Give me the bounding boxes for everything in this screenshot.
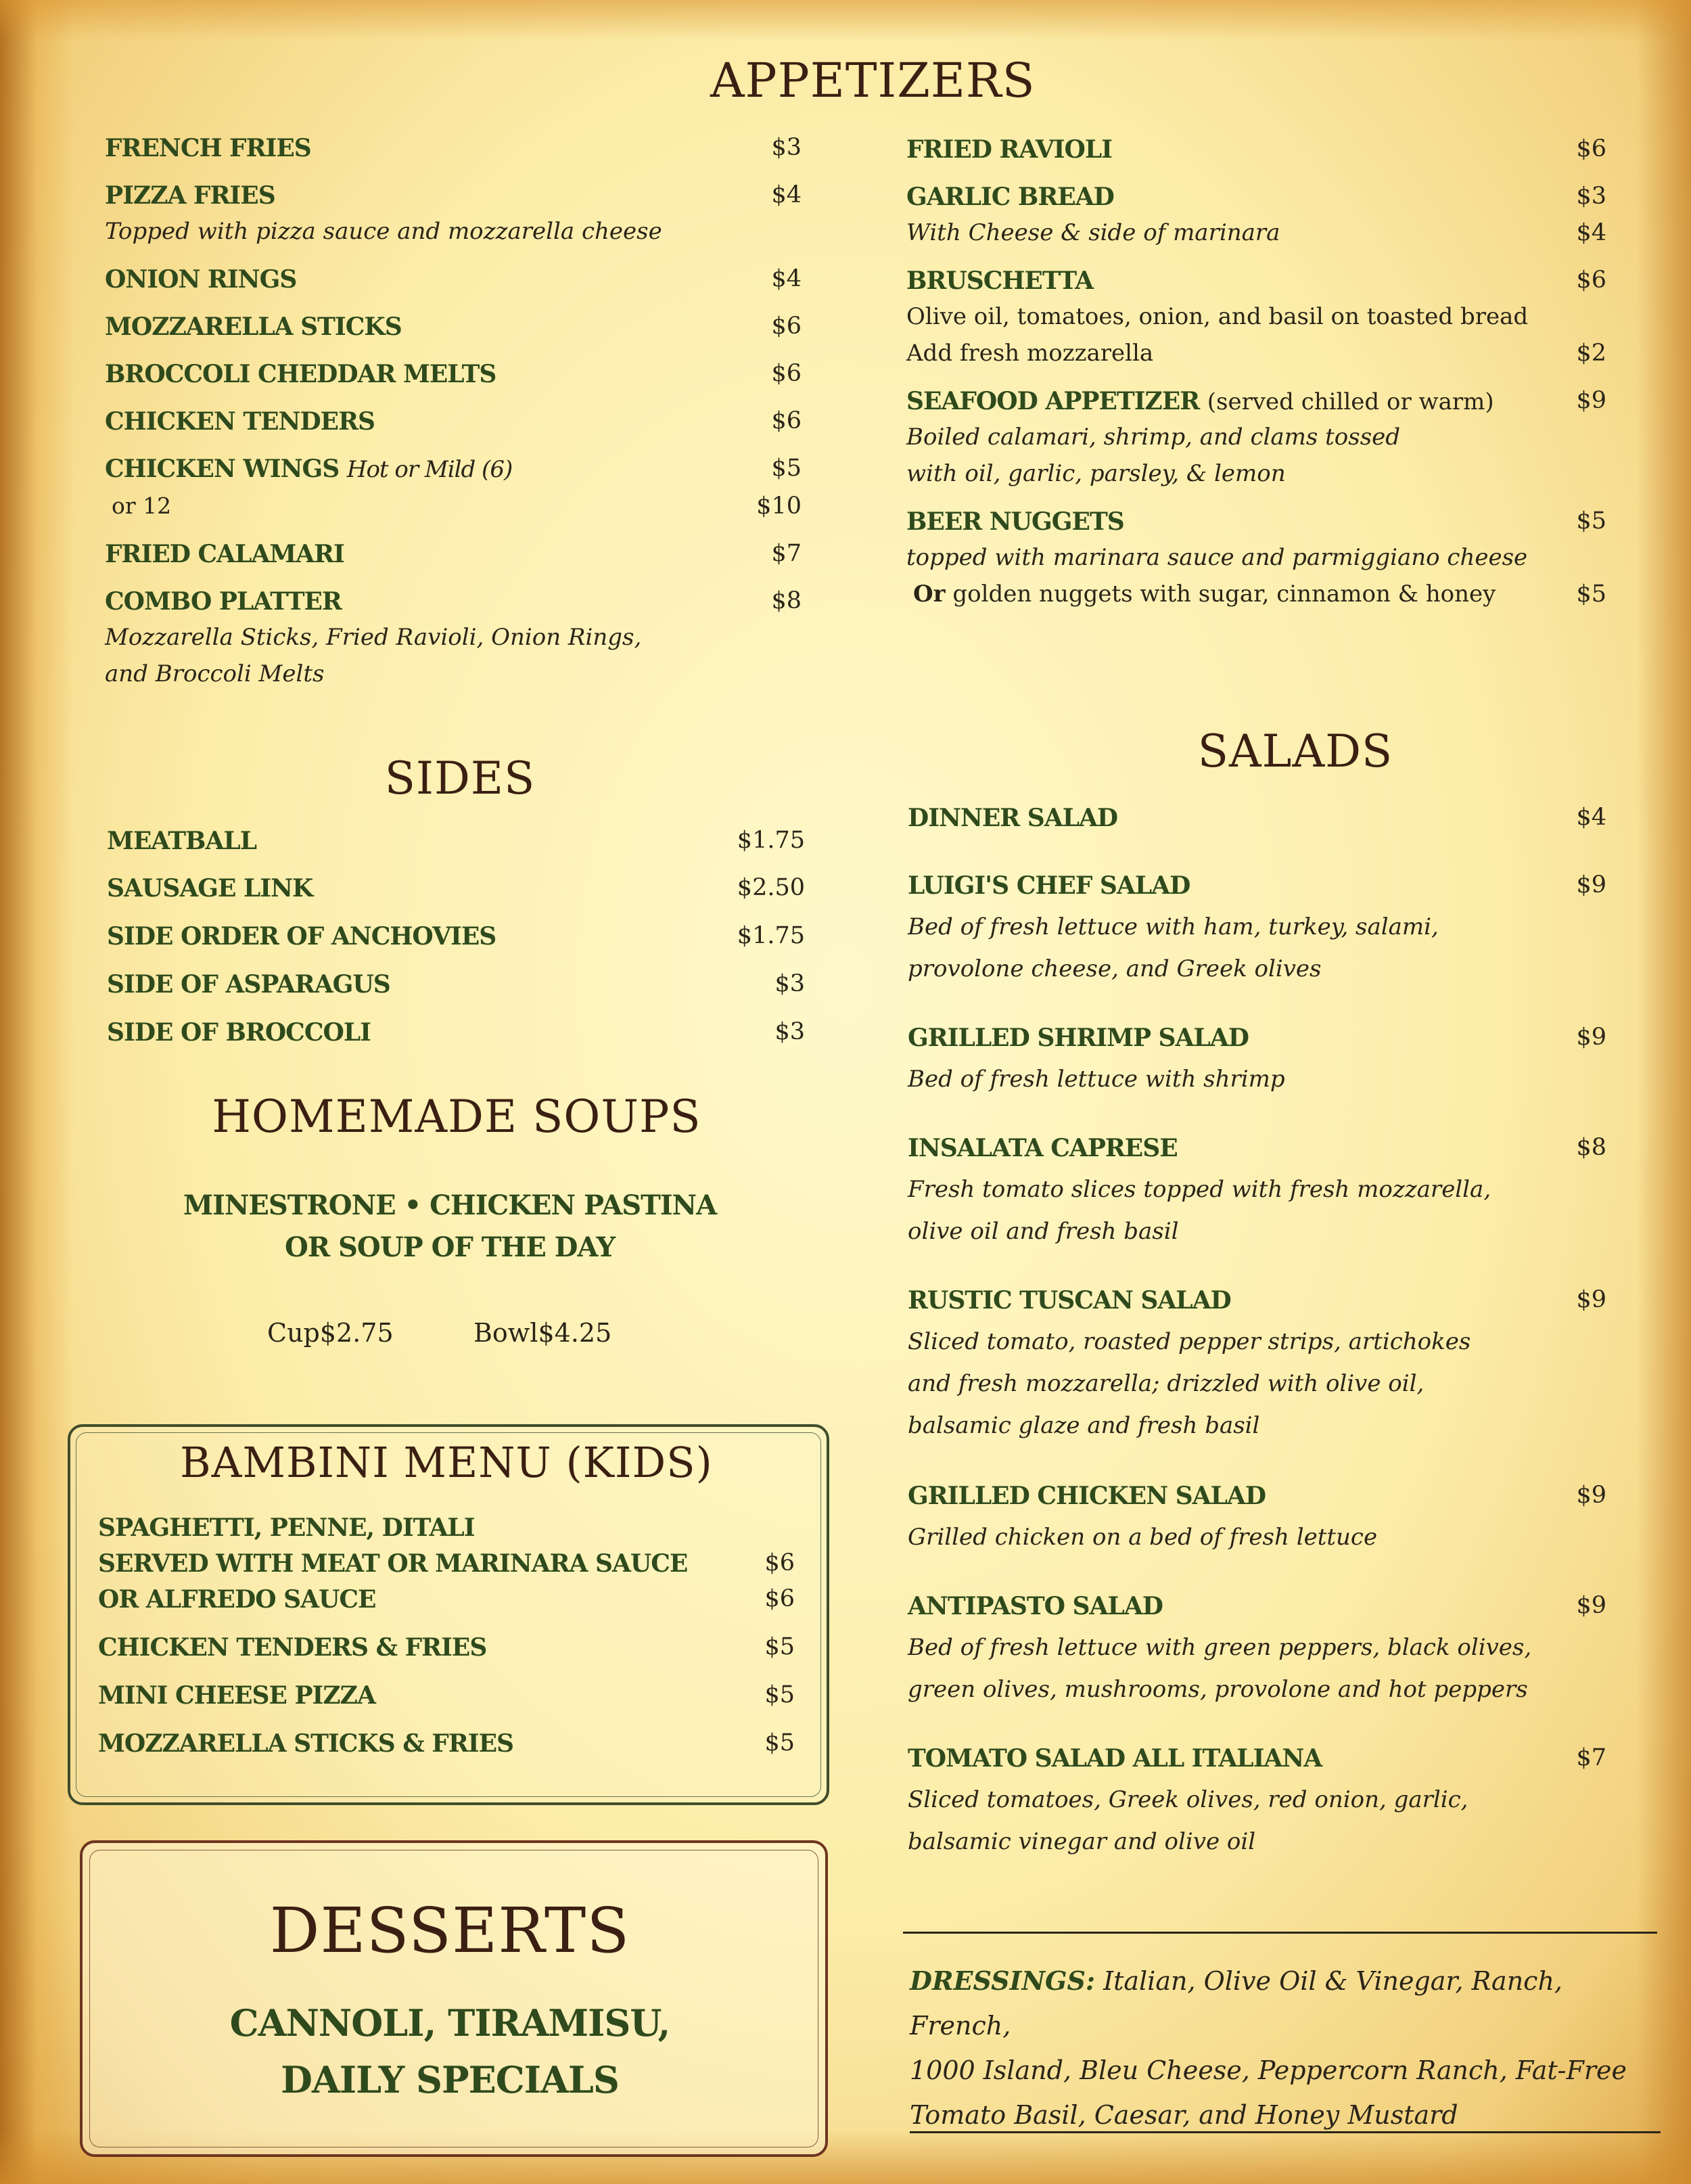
salad-name: LUIGI'S CHEF SALAD: [908, 871, 1190, 900]
appetizer-note: Hot or Mild (6): [346, 456, 513, 483]
appetizer-description: Olive oil, tomatoes, onion, and basil on toasted bread: [906, 303, 1529, 330]
appetizer-name: CHICKEN TENDERS: [105, 407, 375, 436]
bambini-item-name: SERVED WITH MEAT OR MARINARA SAUCE: [98, 1549, 688, 1578]
salad-description: Sliced tomatoes, Greek olives, red onion, garlic,: [908, 1786, 1468, 1813]
appetizer-price: $6: [771, 313, 802, 340]
salad-price: $9: [1576, 871, 1606, 898]
salad-description: and fresh mozzarella; drizzled with olive oil,: [908, 1370, 1424, 1397]
bambini-item-price: $5: [764, 1633, 795, 1660]
salad-description: Bed of fresh lettuce with ham, turkey, salami,: [908, 913, 1439, 940]
appetizer-price: $6: [771, 360, 802, 387]
salad-name: GRILLED SHRIMP SALAD: [908, 1024, 1249, 1052]
side-price: $2.50: [737, 874, 805, 901]
appetizers-heading: APPETIZERS: [710, 53, 1036, 108]
appetizer-name: [105, 455, 512, 483]
salad-description: Bed of fresh lettuce with green peppers, black olives,: [908, 1634, 1532, 1661]
appetizer-price: $5: [771, 455, 802, 482]
salad-price: $9: [1576, 1286, 1606, 1313]
salad-name: TOMATO SALAD ALL ITALIANA: [908, 1744, 1322, 1773]
soup-cup-price: Cup$2.75: [267, 1318, 394, 1348]
soup-bowl-price: Bowl$4.25: [473, 1318, 612, 1348]
bambini-item-name: SPAGHETTI, PENNE, DITALI: [98, 1514, 475, 1542]
appetizer-description: Mozzarella Sticks, Fried Ravioli, Onion Rings,: [105, 624, 642, 651]
appetizer-price: $7: [771, 540, 802, 567]
appetizer-sub-price: $10: [756, 493, 802, 520]
desserts-heading: DESSERTS: [269, 1894, 630, 1967]
appetizer-name: GARLIC BREAD: [906, 183, 1114, 211]
soups-list: OR SOUP OF THE DAY: [284, 1231, 616, 1263]
parchment-edge-left: [0, 0, 74, 2184]
soups-heading: HOMEMADE SOUPS: [212, 1091, 701, 1143]
side-price: $3: [774, 970, 805, 997]
salad-description: Sliced tomato, roasted pepper strips, artichokes: [908, 1328, 1471, 1355]
appetizer-name: BROCCOLI CHEDDAR MELTS: [105, 360, 496, 388]
appetizer-name: ONION RINGS: [105, 265, 297, 294]
bambini-item-price: $5: [764, 1681, 795, 1708]
dressings-label: DRESSINGS:: [910, 1965, 1095, 1996]
appetizer-description: topped with marinara sauce and parmiggiano cheese: [906, 544, 1528, 571]
or-label: Or: [913, 581, 946, 608]
salad-name: DINNER SALAD: [908, 804, 1118, 832]
bambini-item-name: MOZZARELLA STICKS & FRIES: [98, 1729, 514, 1758]
appetizer-price: $3: [771, 134, 802, 161]
appetizer-name: BRUSCHETTA: [906, 267, 1094, 295]
side-name: MEATBALL: [107, 827, 257, 855]
salad-price: $7: [1576, 1744, 1606, 1771]
appetizer-description: with oil, garlic, parsley, & lemon: [906, 460, 1286, 487]
appetizer-description: With Cheese & side of marinara: [906, 219, 1280, 246]
salad-price: $9: [1576, 1592, 1606, 1619]
appetizer-price: $4: [771, 181, 802, 208]
side-name: SIDE OF ASPARAGUS: [107, 970, 390, 999]
dressings-line: [910, 1959, 1654, 2048]
bambini-item-price: $6: [764, 1549, 795, 1576]
salads-heading: SALADS: [1197, 725, 1393, 777]
appetizer-description: Boiled calamari, shrimp, and clams tossed: [906, 424, 1401, 451]
appetizer-sub-option: or 12: [112, 493, 172, 519]
salad-price: $4: [1576, 804, 1606, 831]
appetizer-name: FRENCH FRIES: [105, 134, 311, 162]
salad-name: ANTIPASTO SALAD: [908, 1592, 1163, 1620]
side-price: $1.75: [737, 922, 805, 949]
appetizer-name: [906, 387, 1494, 415]
appetizer-description: [913, 581, 1496, 608]
appetizer-description: Topped with pizza sauce and mozzarella cheese: [105, 218, 662, 245]
appetizer-price: $5: [1576, 507, 1606, 534]
appetizer-price: $4: [771, 265, 802, 292]
salad-price: $8: [1576, 1134, 1606, 1161]
appetizer-price: $6: [771, 407, 802, 434]
dressings-block: [910, 1959, 1654, 2137]
desserts-list: DAILY SPECIALS: [281, 2058, 619, 2101]
appetizer-price: $6: [1576, 135, 1606, 162]
appetizer-name-text: SEAFOOD APPETIZER: [906, 387, 1200, 415]
appetizer-description-text: golden nuggets with sugar, cinnamon & honey: [952, 581, 1496, 608]
appetizer-name: COMBO PLATTER: [105, 587, 342, 616]
salad-description: Grilled chicken on a bed of fresh lettuce: [908, 1524, 1378, 1551]
appetizer-name: FRIED RAVIOLI: [906, 135, 1113, 164]
appetizer-price: $3: [1576, 183, 1606, 210]
salad-name: INSALATA CAPRESE: [908, 1134, 1178, 1162]
side-name: SAUSAGE LINK: [107, 874, 313, 903]
appetizer-price: $4: [1576, 219, 1606, 246]
dressings-line: 1000 Island, Bleu Cheese, Peppercorn Ranch, Fat-Free: [910, 2055, 1627, 2085]
soups-list: MINESTRONE • CHICKEN PASTINA: [183, 1189, 717, 1221]
bambini-item-name: MINI CHEESE PIZZA: [98, 1681, 375, 1710]
salad-description: Fresh tomato slices topped with fresh mozzarella,: [908, 1176, 1491, 1203]
appetizer-description: Add fresh mozzarella: [906, 340, 1154, 367]
side-name: SIDE ORDER OF ANCHOVIES: [107, 922, 496, 951]
bambini-item-price: $5: [764, 1729, 795, 1756]
salad-price: $9: [1576, 1024, 1606, 1051]
appetizer-note: (served chilled or warm): [1207, 388, 1494, 415]
appetizer-description: and Broccoli Melts: [105, 660, 325, 687]
dressings-line: Tomato Basil, Caesar, and Honey Mustard: [910, 2100, 1458, 2130]
parchment-edge-top: [0, 0, 1691, 41]
bambini-item-price: $6: [764, 1585, 795, 1612]
appetizer-price: $2: [1576, 340, 1606, 367]
appetizer-name: BEER NUGGETS: [906, 507, 1124, 536]
salad-description: olive oil and fresh basil: [908, 1218, 1179, 1245]
appetizer-name-text: CHICKEN WINGS: [105, 455, 340, 483]
appetizer-name: FRIED CALAMARI: [105, 540, 344, 568]
salad-description: provolone cheese, and Greek olives: [908, 955, 1322, 982]
divider-bottom: [910, 2131, 1661, 2133]
divider-top: [903, 1932, 1657, 1934]
bambini-heading: BAMBINI MENU (KIDS): [180, 1438, 713, 1487]
appetizer-name: MOZZARELLA STICKS: [105, 313, 402, 341]
appetizer-price: $8: [771, 587, 802, 614]
appetizer-name: PIZZA FRIES: [105, 181, 275, 210]
salad-description: green olives, mushrooms, provolone and hot peppers: [908, 1676, 1528, 1703]
parchment-edge-right: [1637, 0, 1691, 2184]
sides-heading: SIDES: [384, 752, 536, 804]
salad-description: balsamic vinegar and olive oil: [908, 1828, 1256, 1855]
desserts-list: CANNOLI, TIRAMISU,: [229, 2001, 670, 2045]
salad-name: GRILLED CHICKEN SALAD: [908, 1482, 1266, 1510]
appetizer-price: $9: [1576, 387, 1606, 414]
salad-name: RUSTIC TUSCAN SALAD: [908, 1286, 1231, 1315]
salad-description: balsamic glaze and fresh basil: [908, 1412, 1260, 1439]
salad-price: $9: [1576, 1482, 1606, 1509]
salad-description: Bed of fresh lettuce with shrimp: [908, 1066, 1285, 1093]
appetizer-price: $6: [1576, 267, 1606, 294]
side-price: $3: [774, 1018, 805, 1045]
dressings-text: Italian, Olive Oil & Vinegar, Ranch, French,: [910, 1966, 1563, 2041]
desserts-box: [80, 1840, 828, 2157]
bambini-item-name: OR ALFREDO SAUCE: [98, 1585, 376, 1614]
side-price: $1.75: [737, 827, 805, 854]
appetizer-price: $5: [1576, 581, 1606, 608]
side-name: SIDE OF BROCCOLI: [107, 1018, 371, 1047]
bambini-item-name: CHICKEN TENDERS & FRIES: [98, 1633, 487, 1662]
